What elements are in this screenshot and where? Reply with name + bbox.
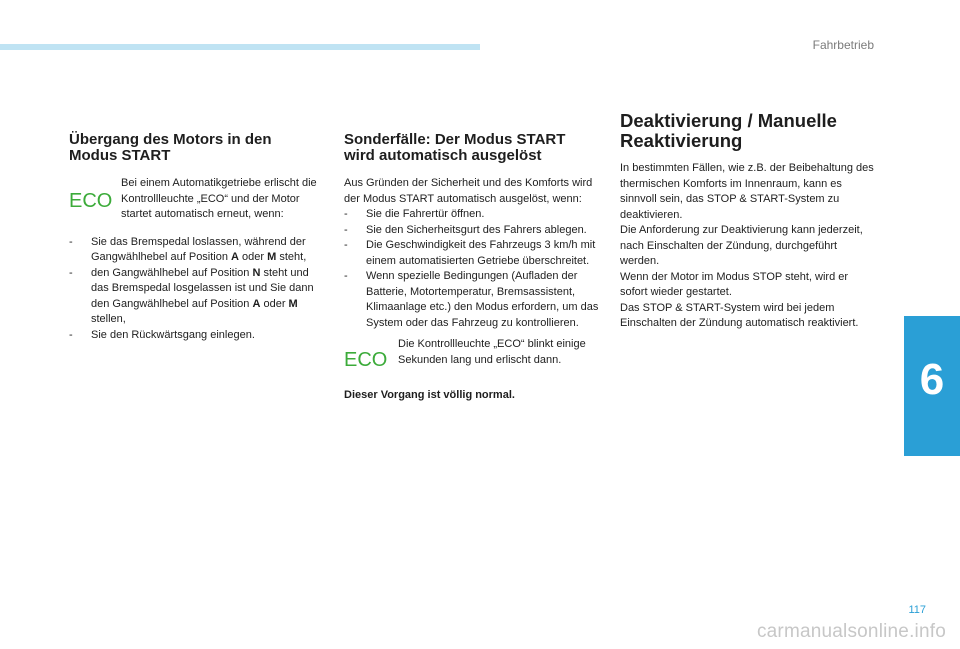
chapter-number: 6: [919, 355, 945, 404]
section-title: Sonderfälle: Der Modus START wird automatisch ausgelöst: [344, 131, 566, 164]
section-title: Deaktivierung / Manuelle Reaktivierung: [620, 110, 837, 151]
top-accent-bar: [0, 44, 480, 50]
list-item: - Sie das Bremspedal loslassen, während der Gangwählhebel auf Position A oder M steht,: [69, 235, 307, 263]
condition-list: [344, 207, 600, 331]
eco-indicator-block: [69, 176, 321, 223]
list-item: - Sie den Sicherheitsgurt des Fahrers ablegen.: [344, 223, 587, 236]
intro-paragraph: Aus Gründen der Sicherheit und des Komforts wird der Modus START automatisch ausgelöst, wenn:: [344, 177, 593, 205]
paragraph: In bestimmten Fällen, wie z.B. der Beibehaltung des thermischen Komforts im Innenraum, kann es sinnvoll sein, das STOP & START-System zu deaktivieren.: [620, 162, 874, 221]
section-deactivation: [620, 111, 878, 332]
section-start-mode-transition: [69, 132, 321, 343]
section-special-cases: [344, 132, 600, 404]
section-title: Übergang des Motors in den Modus START: [69, 131, 272, 164]
eco-icon-label: ECO: [69, 190, 113, 210]
list-item: - Sie den Rückwärtsgang einlegen.: [69, 328, 255, 341]
page-number: 117: [908, 604, 926, 616]
eco-indicator-block: [344, 337, 600, 368]
eco-icon: [344, 349, 388, 369]
condition-list: [69, 235, 321, 344]
eco-icon: [69, 190, 113, 210]
list-item: - den Gangwählhebel auf Position N steht und das Bremspedal losgelassen ist und Sie dann den Gangwählhebel auf Position A oder M stellen,: [69, 266, 314, 325]
eco-icon-label: ECO: [344, 349, 388, 369]
eco-description: Die Kontrollleuchte „ECO“ blinkt einige Sekunden lang und erlischt dann.: [398, 338, 586, 366]
list-item: - Sie die Fahrertür öffnen.: [344, 208, 485, 220]
list-item: - Wenn spezielle Bedingungen (Aufladen der Batterie, Motortemperatur, Bremsassistent, Klimaanlage etc.) den Modus erfordern, um das System oder das Fahrzeug zu kontrollieren.: [344, 270, 599, 329]
list-item: - Die Geschwindigkeit des Fahrzeugs 3 km/h mit einem automatisierten Getriebe überschreitet.: [344, 239, 596, 267]
section-label: Fahrbetrieb: [812, 38, 874, 52]
eco-description: Bei einem Automatikgetriebe erlischt die Kontrollleuchte „ECO“ und der Motor startet automatisch erneut, wenn:: [121, 177, 317, 220]
body-text: [620, 161, 878, 332]
watermark: carmanualsonline.info: [756, 621, 946, 642]
paragraph: Wenn der Motor im Modus STOP steht, wird er sofort wieder gestartet.: [620, 270, 849, 298]
paragraph: Das STOP & START-System wird bei jedem Einschalten der Zündung automatisch reaktiviert.: [620, 301, 859, 329]
paragraph: Die Anforderung zur Deaktivierung kann jederzeit, nach Einschalten der Zündung, durchgeführt werden.: [620, 224, 863, 267]
note: Dieser Vorgang ist völlig normal.: [344, 389, 515, 401]
